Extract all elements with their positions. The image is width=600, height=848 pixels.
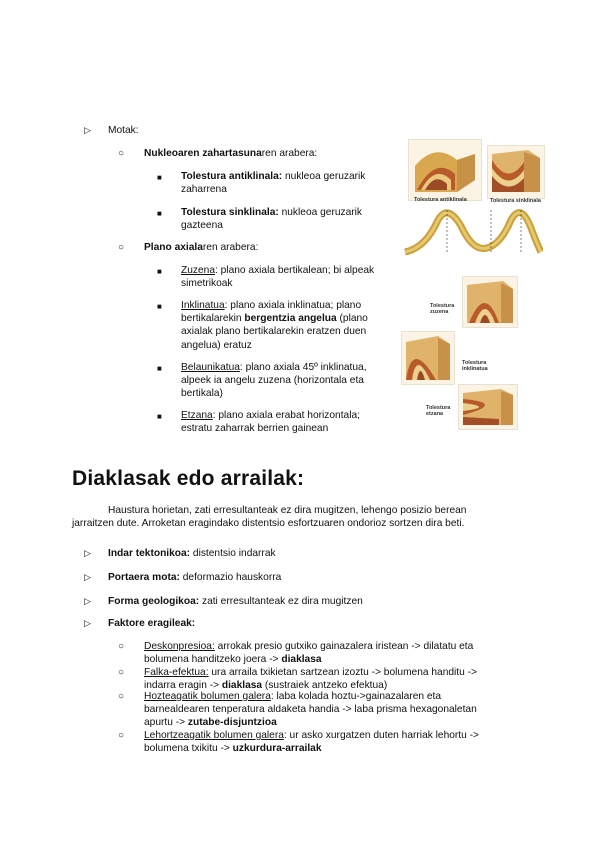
etzana-caption: Tolestura etzana bbox=[426, 405, 451, 417]
diaklasak-para-line2: jarraitzen dute. Arroketan eragindako distentsio esfortzuaren ondorioz sortzen dira beti. bbox=[72, 518, 465, 529]
portaera-item: Portaera mota: deformazio hauskorra bbox=[108, 572, 282, 583]
syncline-block-figure bbox=[487, 145, 545, 199]
triangle-bullet-icon: ▷ bbox=[84, 596, 91, 606]
faktore-item: Faktore eragileak: bbox=[108, 618, 196, 629]
circle-bullet-icon: ○ bbox=[118, 148, 125, 159]
square-bullet-icon: ■ bbox=[157, 209, 162, 218]
nukleo-heading: Nukleoaren zahartasunaren arabera: bbox=[144, 148, 318, 159]
diaklasak-para-line1: Haustura horietan, zati erresultanteak ez dira mugitzen, lehengo posizio berean bbox=[108, 505, 467, 516]
circle-bullet-icon: ○ bbox=[118, 242, 125, 253]
square-bullet-icon: ■ bbox=[157, 364, 162, 373]
anticline-block-figure bbox=[408, 139, 482, 201]
square-bullet-icon: ■ bbox=[157, 267, 162, 276]
triangle-bullet-icon: ▷ bbox=[84, 618, 91, 628]
zuzena-caption: Tolestura zuzena bbox=[430, 303, 455, 315]
diaklasak-title: Diaklasak edo arrailak: bbox=[72, 467, 305, 490]
belaunikatua-item: Belaunikatua: plano axiala 45º inklinatua, alpeek ia angelu zuzena (horizontala eta bertikala) bbox=[181, 362, 367, 400]
zuzena-block-figure bbox=[462, 276, 518, 328]
motak-label: Motak: bbox=[108, 125, 139, 136]
triangle-bullet-icon: ▷ bbox=[84, 548, 91, 558]
sinklinala-item: Tolestura sinklinala: nukleoa geruzarik gazteena bbox=[181, 207, 363, 232]
triangle-bullet-icon: ▷ bbox=[84, 125, 91, 135]
circle-bullet-icon: ○ bbox=[118, 667, 125, 678]
etzana-item: Etzana: plano axiala erabat horizontala; estratu zaharrak berrien gainean bbox=[181, 410, 360, 435]
deskonpresioa-item: Deskonpresioa: arrokak presio gutxiko gainazalera iristean -> dilatatu eta bolumena handitzeko joera -> diaklasa bbox=[144, 641, 474, 666]
inklinatua-item: Inklinatua: plano axiala inklinatua; plano bertikalarekin bergentzia angelua (plano axialak plano bertikalarekin eratzen duen angelua) eratuz bbox=[181, 300, 368, 351]
square-bullet-icon: ■ bbox=[157, 173, 162, 182]
syncline-caption: Tolestura sinklinala bbox=[490, 198, 541, 204]
anticline-caption: Tolestura antiklinala bbox=[414, 197, 467, 203]
square-bullet-icon: ■ bbox=[157, 302, 162, 311]
axial-heading: Plano axialaren arabera: bbox=[144, 242, 259, 253]
hozte-item: Hozteagatik bolumen galera: laba kolada hoztu->gainazalaren eta barnealdearen tenperatura aldaketa handia -> laba prisma hexagonaletan apurtu -> zutabe-disjuntzioa bbox=[144, 691, 477, 729]
square-bullet-icon: ■ bbox=[157, 412, 162, 421]
indar-item: Indar tektonikoa: distentsio indarrak bbox=[108, 548, 276, 559]
fold-profile-figure bbox=[403, 208, 543, 256]
inklinatua-caption: Tolestura inklinatua bbox=[462, 360, 488, 372]
inklinatua-block-figure bbox=[401, 331, 455, 385]
zuzena-item: Zuzena: plano axiala bertikalean; bi alpeak simetrikoak bbox=[181, 265, 375, 290]
etzana-block-figure bbox=[458, 384, 518, 430]
circle-bullet-icon: ○ bbox=[118, 730, 125, 741]
antiklinala-item: Tolestura antiklinala: nukleoa geruzarik zaharrena bbox=[181, 171, 366, 196]
triangle-bullet-icon: ▷ bbox=[84, 572, 91, 582]
circle-bullet-icon: ○ bbox=[118, 641, 125, 652]
forma-item: Forma geologikoa: zati erresultanteak ez dira mugitzen bbox=[108, 596, 363, 607]
circle-bullet-icon: ○ bbox=[118, 691, 125, 702]
falka-item: Falka-efektua: ura arraila txikietan sartzean izoztu -> bolumena handitu -> indarra eragin -> diaklasa (sustraiek antzeko efektua) bbox=[144, 667, 477, 692]
lehortze-item: Lehortzeagatik bolumen galera: ur asko xurgatzen duten harriak lehortu -> bolumena txikitu -> uzkurdura-arrailak bbox=[144, 730, 479, 755]
